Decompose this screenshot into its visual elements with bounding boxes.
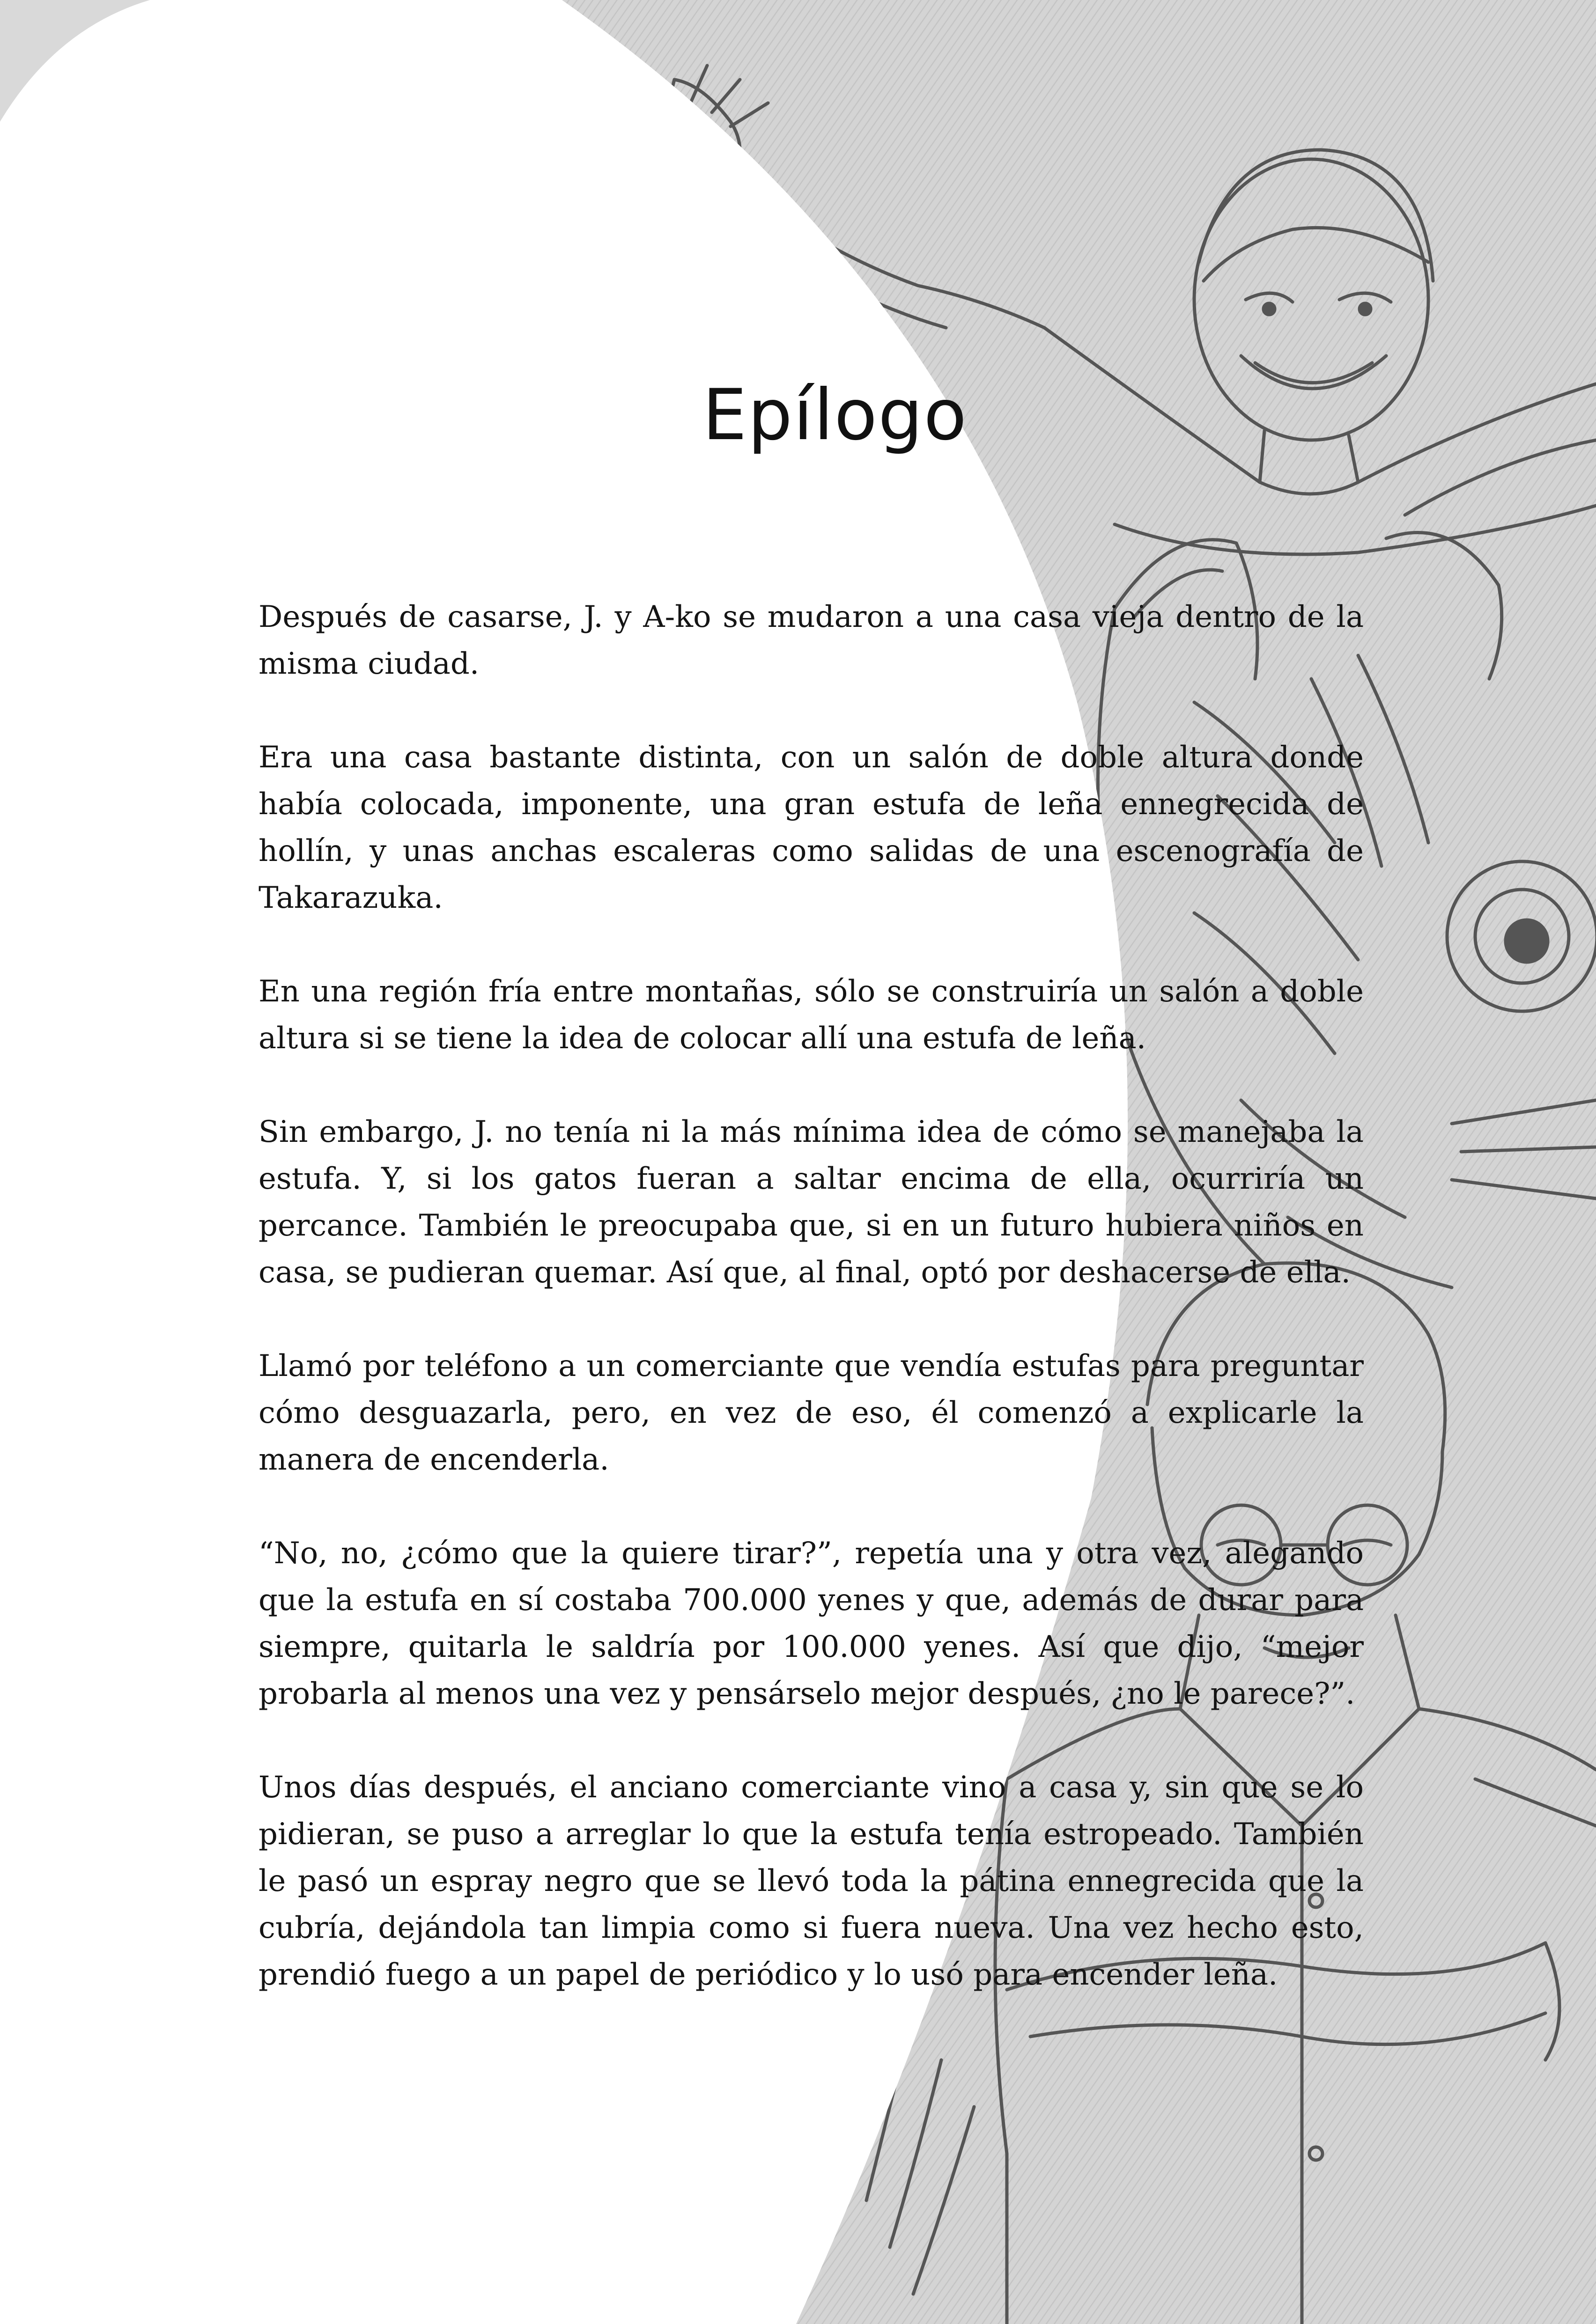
paragraph: Era una casa bastante distinta, con un salón de doble altura donde había colocada, imponente, una gran estufa de leña ennegrecida de hollín, y unas anchas escaleras como salidas de una escenografía de Takarazuka.: [259, 740, 1364, 915]
paragraph: Sin embargo, J. no tenía ni la más mínima idea de cómo se manejaba la estufa. Y, si los gatos fueran a saltar encima de ella, ocurriría un percance. También le preocupaba que, si en un futuro hubiera niños en casa, se pudieran quemar. Así que, al final, optó por deshacerse de ella.: [259, 1115, 1364, 1290]
epilogue-body: [259, 594, 1364, 2045]
paragraph: Después de casarse, J. y A-ko se mudaron a una casa vieja dentro de la misma ciudad.: [259, 600, 1364, 681]
paragraph: “No, no, ¿cómo que la quiere tirar?”, repetía una y otra vez, alegando que la estufa en sí costaba 700.000 yenes y que, además de durar para siempre, quitarla le saldría por 100.000 yenes. Así que dijo, “mejor probarla al menos una vez y pensárselo mejor después, ¿no le parece?”.: [259, 1536, 1364, 1711]
paragraph: Llamó por teléfono a un comerciante que vendía estufas para preguntar cómo desguazarla, pero, en vez de eso, él comenzó a explicarle la manera de encenderla.: [259, 1349, 1364, 1477]
corner-shading: [0, 0, 150, 122]
page-title: Epílogo: [702, 375, 968, 456]
paragraph: En una región fría entre montañas, sólo se construiría un salón a doble altura si se tiene la idea de colocar allí una estufa de leña.: [259, 974, 1364, 1056]
paragraph: Unos días después, el anciano comerciante vino a casa y, sin que se lo pidieran, se puso a arreglar lo que la estufa tenía estropeado. También le pasó un espray negro que se llevó toda la pátina ennegrecida que la cubría, dejándola tan limpia como si fuera nueva. Una vez hecho esto, prendió fuego a un papel de periódico y lo usó para encender leña.: [259, 1770, 1364, 1992]
